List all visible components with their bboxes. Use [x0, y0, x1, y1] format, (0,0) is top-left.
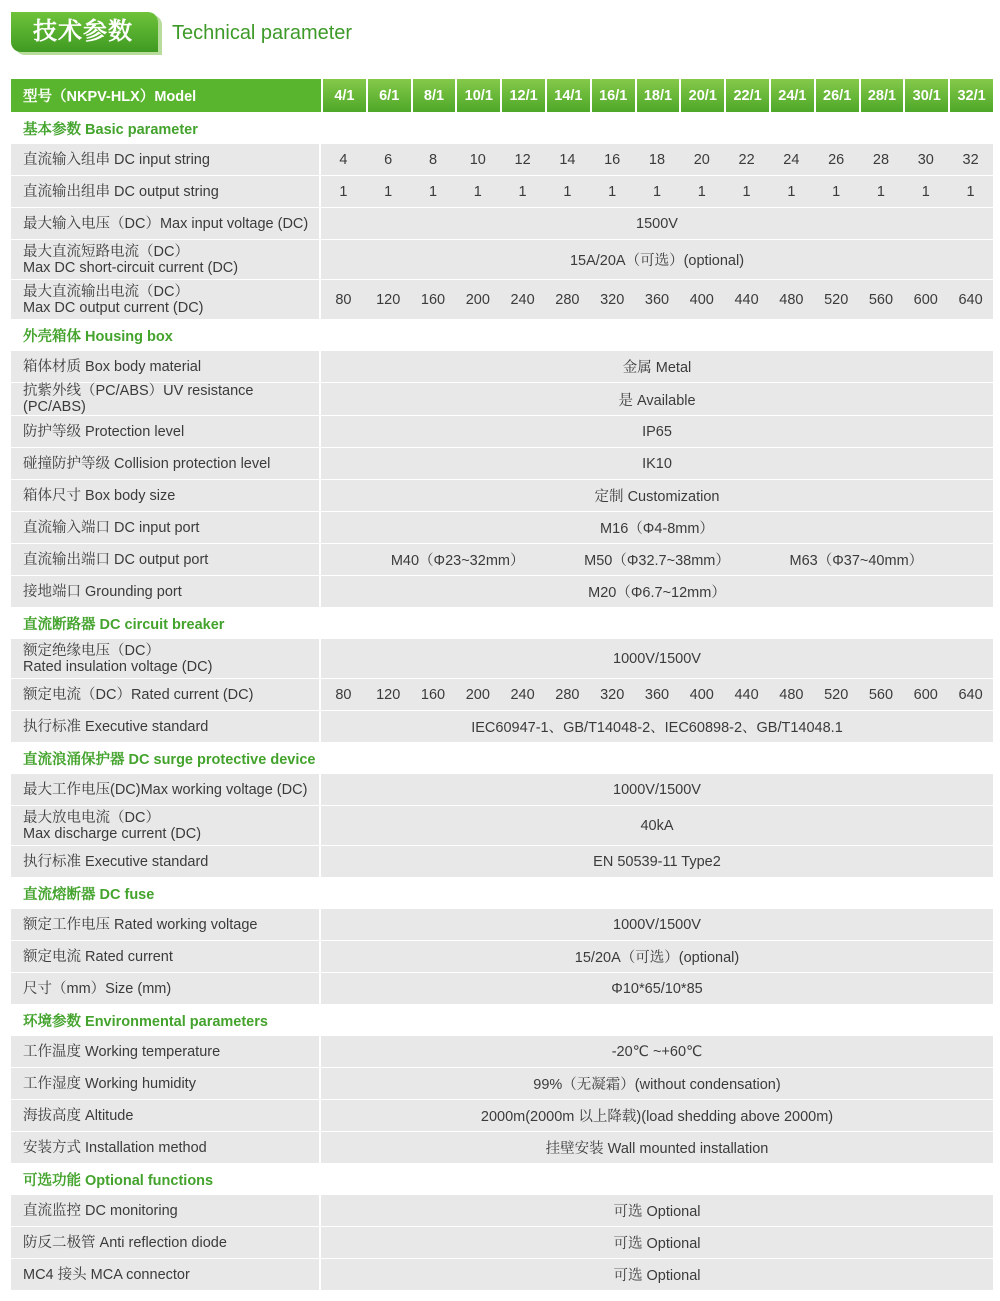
title-cn: 技术参数	[11, 12, 158, 52]
row-label: 直流输出端口 DC output port	[11, 544, 321, 575]
param-row-work-humidity	[11, 1068, 993, 1099]
port-value: M63（Φ37~40mm）	[789, 553, 924, 569]
section-header-optional	[11, 1164, 993, 1194]
row-label: 海拔高度 Altitude	[11, 1100, 321, 1131]
param-row-collision-level	[11, 448, 993, 479]
row-label: 额定电流 Rated current	[11, 941, 321, 972]
row-label: 接地端口 Grounding port	[11, 576, 321, 607]
value-cell: -20℃ ~+60℃	[321, 1036, 993, 1067]
spec-table	[11, 78, 993, 1291]
value-cell: 1	[321, 176, 366, 207]
value-cell: 4	[321, 144, 366, 175]
row-label-en: Max DC output current (DC)	[23, 299, 204, 316]
value-cell: 440	[724, 679, 769, 710]
model-cell: 22/1	[724, 79, 769, 112]
value-cell: 400	[679, 679, 724, 710]
value-cell: 可选 Optional	[321, 1227, 993, 1258]
value-cell: 24	[769, 144, 814, 175]
value-cell: 360	[635, 679, 680, 710]
row-label: MC4 接头 MCA connector	[11, 1259, 321, 1290]
row-label: 最大输入电压（DC）Max input voltage (DC)	[11, 208, 321, 239]
model-cell: 26/1	[814, 79, 859, 112]
value-cell: 120	[366, 280, 411, 319]
value-cell: 200	[455, 280, 500, 319]
row-label: 直流输入端口 DC input port	[11, 512, 321, 543]
value-cell: 金属 Metal	[321, 351, 993, 382]
model-cell: 10/1	[455, 79, 500, 112]
value-cell: 1	[948, 176, 993, 207]
value-cell: 1	[635, 176, 680, 207]
value-cell: 18	[635, 144, 680, 175]
model-cell: 8/1	[411, 79, 456, 112]
port-value: M50（Φ32.7~38mm）	[584, 553, 730, 569]
value-cell: 1	[500, 176, 545, 207]
row-label: 额定工作电压 Rated working voltage	[11, 909, 321, 940]
value-cell: 640	[948, 280, 993, 319]
section-title: 外壳箱体 Housing box	[11, 320, 993, 350]
row-label	[11, 806, 321, 845]
value-cell: 80	[321, 679, 366, 710]
model-cell: 12/1	[500, 79, 545, 112]
value-cell: 是 Available	[321, 383, 993, 415]
value-cell: 1	[366, 176, 411, 207]
row-label-cn: 额定绝缘电压（DC）	[23, 642, 160, 659]
value-cell: 1000V/1500V	[321, 774, 993, 805]
row-label: 执行标准 Executive standard	[11, 711, 321, 742]
value-cell: 160	[411, 280, 456, 319]
port-values	[321, 549, 993, 570]
section-title: 直流浪涌保护器 DC surge protective device	[11, 743, 993, 773]
section-header-breaker	[11, 608, 993, 638]
param-row-max-input-voltage	[11, 208, 993, 239]
value-cell: 480	[769, 280, 814, 319]
model-label: 型号（NKPV-HLX）Model	[11, 79, 321, 112]
row-label: 尺寸（mm）Size (mm)	[11, 973, 321, 1004]
value-cell: 定制 Customization	[321, 480, 993, 511]
value-cell: 200	[455, 679, 500, 710]
model-cell: 30/1	[903, 79, 948, 112]
model-cell: 28/1	[859, 79, 904, 112]
value-cell: IK10	[321, 448, 993, 479]
row-label-cn: 最大直流输出电流（DC）	[23, 283, 189, 300]
section-title: 直流断路器 DC circuit breaker	[11, 608, 993, 638]
param-row-rated-current-breaker	[11, 679, 993, 710]
title-en: Technical parameter	[172, 22, 353, 44]
value-cell: 1	[724, 176, 769, 207]
model-cell: 18/1	[635, 79, 680, 112]
value-cell: 1	[590, 176, 635, 207]
model-cell: 32/1	[948, 79, 993, 112]
page-header	[11, 12, 611, 52]
model-cell: 14/1	[545, 79, 590, 112]
model-cell: 6/1	[366, 79, 411, 112]
value-cell: 480	[769, 679, 814, 710]
row-label	[11, 240, 321, 279]
value-cell: 1500V	[321, 208, 993, 239]
param-row-uv-resistance	[11, 383, 993, 415]
value-cell: M20（Φ6.7~12mm）	[321, 576, 993, 607]
value-cell: 14	[545, 144, 590, 175]
param-row-max-output-current	[11, 280, 993, 319]
param-row-max-short-circuit	[11, 240, 993, 279]
value-cell: 挂壁安装 Wall mounted installation	[321, 1132, 993, 1163]
param-row-dc-input-string	[11, 144, 993, 175]
row-label-cn: 最大直流短路电流（DC）	[23, 243, 189, 260]
value-cell: EN 50539-11 Type2	[321, 846, 993, 877]
section-header-basic	[11, 113, 993, 143]
value-cell: 1	[411, 176, 456, 207]
param-row-mc4	[11, 1259, 993, 1290]
value-cell: 12	[500, 144, 545, 175]
param-row-fuse-size	[11, 973, 993, 1004]
value-cell: 360	[635, 280, 680, 319]
value-cell: 1	[679, 176, 724, 207]
value-cell: 16	[590, 144, 635, 175]
row-label-en: Rated insulation voltage (DC)	[23, 658, 213, 675]
row-label: 抗紫外线（PC/ABS）UV resistance (PC/ABS)	[11, 383, 321, 415]
row-label	[11, 280, 321, 319]
value-cell: 99%（无凝霜）(without condensation)	[321, 1068, 993, 1099]
param-row-max-working-voltage	[11, 774, 993, 805]
model-cell: 16/1	[590, 79, 635, 112]
row-label: 工作温度 Working temperature	[11, 1036, 321, 1067]
value-cell: 560	[859, 679, 904, 710]
port-value: M40（Φ23~32mm）	[390, 553, 525, 569]
value-cell: 280	[545, 280, 590, 319]
value-cell: 400	[679, 280, 724, 319]
value-cell: 28	[859, 144, 904, 175]
value-cell: 32	[948, 144, 993, 175]
param-row-work-temp	[11, 1036, 993, 1067]
value-cell: 280	[545, 679, 590, 710]
param-row-rated-insulation	[11, 639, 993, 678]
row-label-cn: 最大放电电流（DC）	[23, 809, 160, 826]
param-row-dc-output-port	[11, 544, 993, 575]
value-cell: 160	[411, 679, 456, 710]
value-cell: 600	[903, 280, 948, 319]
param-row-dc-monitoring	[11, 1195, 993, 1226]
value-cell: 40kA	[321, 806, 993, 845]
row-label: 防反二极管 Anti reflection diode	[11, 1227, 321, 1258]
row-label-en: Max discharge current (DC)	[23, 825, 202, 842]
param-row-installation	[11, 1132, 993, 1163]
value-cell: 80	[321, 280, 366, 319]
model-cell: 24/1	[769, 79, 814, 112]
value-cell: 6	[366, 144, 411, 175]
value-cell: 可选 Optional	[321, 1195, 993, 1226]
value-cell: 1	[769, 176, 814, 207]
value-cell: 1	[455, 176, 500, 207]
value-cell: 26	[814, 144, 859, 175]
value-cell: M16（Φ4-8mm）	[321, 512, 993, 543]
param-row-fuse-voltage	[11, 909, 993, 940]
section-title: 基本参数 Basic parameter	[11, 113, 993, 143]
value-cell: Φ10*65/10*85	[321, 973, 993, 1004]
value-cell	[321, 544, 993, 575]
spec-table-body	[11, 79, 993, 1290]
param-row-dc-output-string	[11, 176, 993, 207]
value-cell: IEC60947-1、GB/T14048-2、IEC60898-2、GB/T14048.1	[321, 711, 993, 742]
param-row-exec-standard-breaker	[11, 711, 993, 742]
row-label	[11, 639, 321, 678]
value-cell: 1000V/1500V	[321, 639, 993, 678]
value-cell: 240	[500, 679, 545, 710]
row-label: 直流输入组串 DC input string	[11, 144, 321, 175]
value-cell: 1	[859, 176, 904, 207]
row-label: 防护等级 Protection level	[11, 416, 321, 447]
param-row-grounding-port	[11, 576, 993, 607]
row-label: 箱体尺寸 Box body size	[11, 480, 321, 511]
section-header-spd	[11, 743, 993, 773]
section-header-housing	[11, 320, 993, 350]
model-cell: 20/1	[679, 79, 724, 112]
value-cell: 1000V/1500V	[321, 909, 993, 940]
value-cell: 560	[859, 280, 904, 319]
value-cell: IP65	[321, 416, 993, 447]
param-row-max-discharge	[11, 806, 993, 845]
row-label: 执行标准 Executive standard	[11, 846, 321, 877]
param-row-box-size	[11, 480, 993, 511]
param-row-altitude	[11, 1100, 993, 1131]
value-cell: 2000m(2000m 以上降载)(load shedding above 2000m)	[321, 1100, 993, 1131]
value-cell: 1	[903, 176, 948, 207]
row-label-en: Max DC short-circuit current (DC)	[23, 259, 239, 276]
value-cell: 8	[411, 144, 456, 175]
row-label: 额定电流（DC）Rated current (DC)	[11, 679, 321, 710]
value-cell: 30	[903, 144, 948, 175]
value-cell: 600	[903, 679, 948, 710]
param-row-protection-level	[11, 416, 993, 447]
row-label: 最大工作电压(DC)Max working voltage (DC)	[11, 774, 321, 805]
param-row-anti-reflection	[11, 1227, 993, 1258]
row-label: 工作湿度 Working humidity	[11, 1068, 321, 1099]
value-cell: 240	[500, 280, 545, 319]
value-cell: 440	[724, 280, 769, 319]
value-cell: 520	[814, 280, 859, 319]
section-title: 可选功能 Optional functions	[11, 1164, 993, 1194]
value-cell: 20	[679, 144, 724, 175]
param-row-box-material	[11, 351, 993, 382]
model-header-row	[11, 79, 993, 112]
model-cell: 4/1	[321, 79, 366, 112]
row-label: 箱体材质 Box body material	[11, 351, 321, 382]
value-cell: 320	[590, 280, 635, 319]
section-header-fuse	[11, 878, 993, 908]
row-label: 直流监控 DC monitoring	[11, 1195, 321, 1226]
value-cell: 22	[724, 144, 769, 175]
row-label: 碰撞防护等级 Collision protection level	[11, 448, 321, 479]
section-header-env	[11, 1005, 993, 1035]
value-cell: 640	[948, 679, 993, 710]
value-cell: 15/20A（可选）(optional)	[321, 941, 993, 972]
value-cell: 15A/20A（可选）(optional)	[321, 240, 993, 279]
section-title: 直流熔断器 DC fuse	[11, 878, 993, 908]
param-row-exec-standard-spd	[11, 846, 993, 877]
section-title: 环境参数 Environmental parameters	[11, 1005, 993, 1035]
value-cell: 1	[814, 176, 859, 207]
value-cell: 320	[590, 679, 635, 710]
value-cell: 120	[366, 679, 411, 710]
param-row-fuse-current	[11, 941, 993, 972]
value-cell: 可选 Optional	[321, 1259, 993, 1290]
value-cell: 520	[814, 679, 859, 710]
row-label: 直流输出组串 DC output string	[11, 176, 321, 207]
value-cell: 10	[455, 144, 500, 175]
row-label: 安装方式 Installation method	[11, 1132, 321, 1163]
value-cell: 1	[545, 176, 590, 207]
param-row-dc-input-port	[11, 512, 993, 543]
